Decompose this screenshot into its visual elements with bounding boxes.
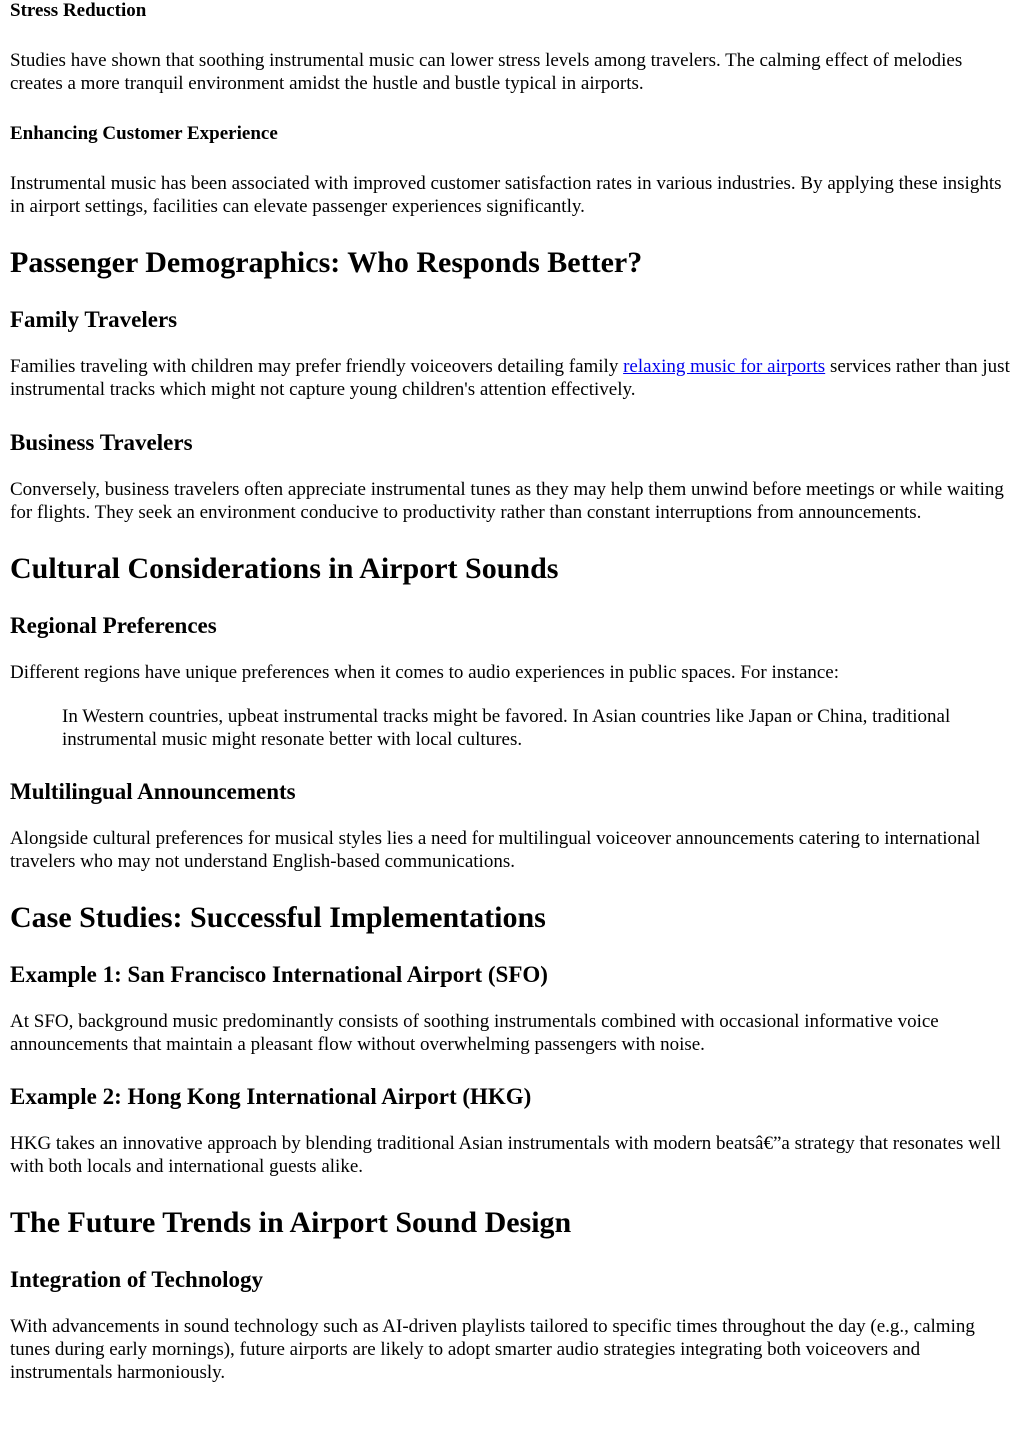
heading-multilingual-announcements: Multilingual Announcements [10, 779, 296, 804]
heading-enhancing-customer-experience: Enhancing Customer Experience [10, 123, 278, 144]
heading-future-trends: The Future Trends in Airport Sound Design [10, 1206, 572, 1239]
paragraph-regional-preferences: Different regions have unique preferences when it comes to audio experiences in public spaces. For instance: [10, 662, 840, 683]
heading-stress-reduction: Stress Reduction [10, 0, 147, 21]
paragraph-integration-of-technology: With advancements in sound technology such as AI-driven playlists tailored to specific times throughout the day (e.g., calming tunes during early mornings), future airports are likely to adopt smarter audio strategies integrating both voiceovers and instrumentals harmoniously. [10, 1316, 975, 1383]
heading-business-travelers: Business Travelers [10, 430, 193, 455]
paragraph-stress-reduction: Studies have shown that soothing instrumental music can lower stress levels among travelers. The calming effect of melodies creates a more tranquil environment amidst the hustle and bustle typical in airports. [10, 50, 963, 94]
heading-integration-of-technology: Integration of Technology [10, 1267, 264, 1292]
heading-case-studies: Case Studies: Successful Implementations [10, 901, 546, 934]
heading-regional-preferences: Regional Preferences [10, 613, 217, 638]
regional-quote: In Western countries, upbeat instrumental tracks might be favored. In Asian countries like Japan or China, traditional instrumental music might resonate better with local cultures. [62, 706, 951, 750]
paragraph-example-sfo: At SFO, background music predominantly consists of soothing instrumentals combined with occasional informative voice announcements that maintain a pleasant flow without overwhelming passengers with noise. [10, 1011, 939, 1055]
paragraph-enhancing-customer-experience: Instrumental music has been associated with improved customer satisfaction rates in various industries. By applying these insights in airport settings, facilities can elevate passenger experiences significantly. [10, 173, 1002, 217]
paragraph-example-hkg: HKG takes an innovative approach by blending traditional Asian instrumentals with modern beatsâ€”a strategy that resonates well with both locals and international guests alike. [10, 1133, 1001, 1177]
heading-example-sfo: Example 1: San Francisco International Airport (SFO) [10, 962, 548, 987]
heading-family-travelers: Family Travelers [10, 307, 178, 332]
paragraph-business-travelers: Conversely, business travelers often appreciate instrumental tunes as they may help them unwind before meetings or while waiting for flights. They seek an environment conducive to productivity rather than constant interruptions from announcements. [10, 479, 1004, 523]
family-text-after: services rather than just instrumental tracks which might not capture young children's attention effectively. [10, 356, 1010, 400]
relaxing-music-link[interactable]: relaxing music for airports [623, 356, 826, 377]
family-text-before: Families traveling with children may prefer friendly voiceovers detailing family [10, 356, 624, 377]
heading-cultural-considerations: Cultural Considerations in Airport Sounds [10, 552, 559, 585]
heading-passenger-demographics: Passenger Demographics: Who Responds Better? [10, 246, 643, 279]
heading-example-hkg: Example 2: Hong Kong International Airport (HKG) [10, 1084, 532, 1109]
paragraph-family-travelers [10, 355, 1014, 401]
paragraph-multilingual-announcements: Alongside cultural preferences for musical styles lies a need for multilingual voiceover announcements catering to international travelers who may not understand English-based communications. [10, 828, 981, 872]
